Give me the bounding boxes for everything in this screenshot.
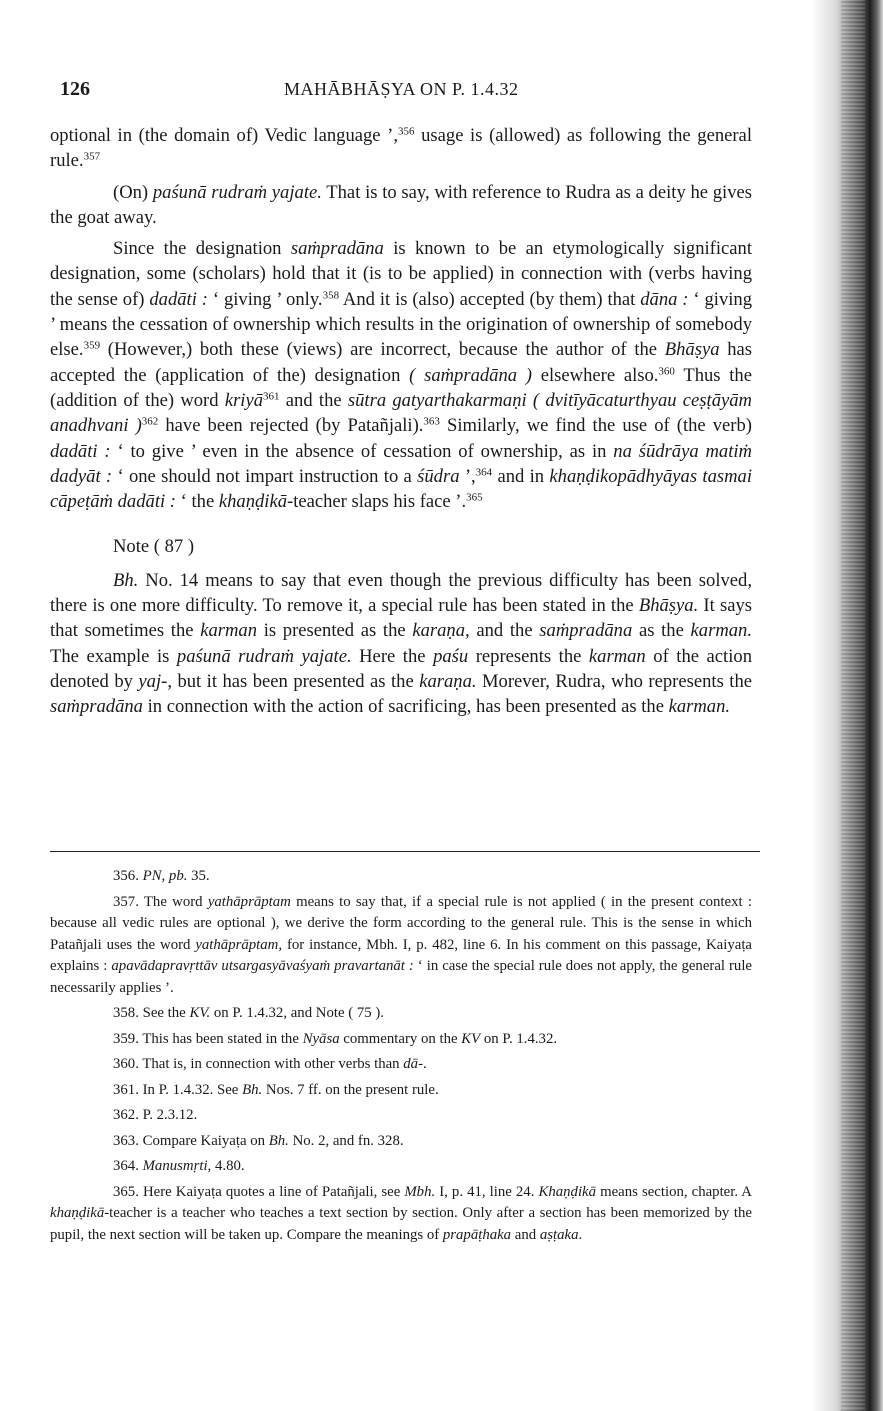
- footnote-363: 363. Compare Kaiyaṭa on Bh. No. 2, and fn. 328.: [113, 1132, 404, 1149]
- paragraph-note-87: Bh. No. 14 means to say that even though the previous difficulty has been solved, there is one more difficulty. To remove it, a special rule has been stated in the Bhāṣya. It says that sometimes the karman is presented as the karaṇa, and the saṁpradāna as the karman. The example is paśunā rudraṁ yajate. Here the paśu represents the karman of the action denoted by yaj-, but it has been presented as the karaṇa. Morever, Rudra, who represents the saṁpradāna in connection with the action of sacrificing, has been presented as the karman.: [50, 569, 753, 718]
- paragraph-example: (On) paśunā rudraṁ yajate. That is to say, with reference to Rudra as a deity he gives the goat away.: [50, 181, 752, 228]
- footnote-359: 359. This has been stated in the Nyāsa commentary on the KV on P. 1.4.32.: [113, 1030, 558, 1047]
- footnote-357: 357. The word yathāprāptam means to say that, if a special rule is not applied ( in the present context : because all vedic rules are optional ), we derive the form according to the general rule. This is the sense in which Patañjali uses the word yathāprāptam, for instance, Mbh. I, p. 482, line 6. In his comment on this passage, Kaiyaṭa explains : apavādapravṛttāv utsargasyāvaśyaṁ pravartanāt : ‘ in case the special rule does not apply, the general rule necessarily applies ’.: [50, 893, 753, 996]
- footnote-365: 365. Here Kaiyaṭa quotes a line of Patañjali, see Mbh. I, p. 41, line 24. Khaṇḍikā means section, chapter. A khaṇḍikā-teacher is a teacher who teaches a text section by section. Only after a section has been memorized by the pupil, the next section will be taken up. Compare the meanings of prapāṭhaka and aṣṭaka.: [50, 1183, 752, 1243]
- footnotes: [50, 866, 752, 1250]
- footnote-358: 358. See the KV. on P. 1.4.32, and Note ( 75 ).: [113, 1005, 385, 1021]
- footnote-360: 360. That is, in connection with other verbs than dā-.: [113, 1056, 427, 1072]
- paragraph-continued: optional in (the domain of) Vedic language ’,$^{356}$ usage is (allowed) as following the general rule.$^{357}$: [50, 125, 752, 172]
- footnote-362: 362. P. 2.3.12.: [113, 1107, 198, 1123]
- footnote-364: 364. Manusmṛti, 4.80.: [113, 1158, 245, 1174]
- page-number: 126: [60, 78, 90, 100]
- note-heading: Note ( 87 ): [113, 536, 195, 558]
- running-head: MAHĀBHĀṢYA ON P. 1.4.32: [284, 79, 519, 99]
- footnote-divider: [50, 851, 760, 852]
- footnote-361: 361. In P. 1.4.32. See Bh. Nos. 7 ff. on the present rule.: [113, 1081, 439, 1098]
- footnote-356: 356. PN, pb. 35.: [113, 868, 210, 884]
- scan-shadow-edge: [811, 0, 883, 1411]
- main-text: [50, 123, 752, 720]
- paragraph-sampradana: Since the designation saṁpradāna is known to be an etymologically significant designation, some (scholars) hold that it (is to be applied) in connection with (verbs having the sense of) dadāti : ‘ giving ’ only.$^{358}$ And it is (also) accepted (by them) that dāna : ‘ giving ’ means the cessation of ownership which results in the origination of ownership of somebody else.$^{359}$ (However,) both these (views) are incorrect, because the author of the Bhāṣya has accepted the (application of the) designation ( saṁpradāna ) elsewhere also.$^{360}$ Thus the (addition of the) word kriyā$^{361}$ and the sūtra gatyarthakarmaṇi ( dvitīyācaturthyau ceṣṭāyām anadhvani )$^{362}$ have been rejected (by Patañjali).$^{363}$ Similarly, we find the use of (the verb) dadāti : ‘ to give ’ even in the absence of cessation of ownership, as in na śūdrāya matiṁ dadyāt : ‘ one should not impart instruction to a śūdra ’,$^{364}$ and in khaṇḍikopādhyāyas tasmai cāpeṭāṁ dadāti : ‘ the khaṇḍikā-teacher slaps his face ’.$^{365}$: [50, 238, 752, 513]
- page-header: [60, 78, 730, 104]
